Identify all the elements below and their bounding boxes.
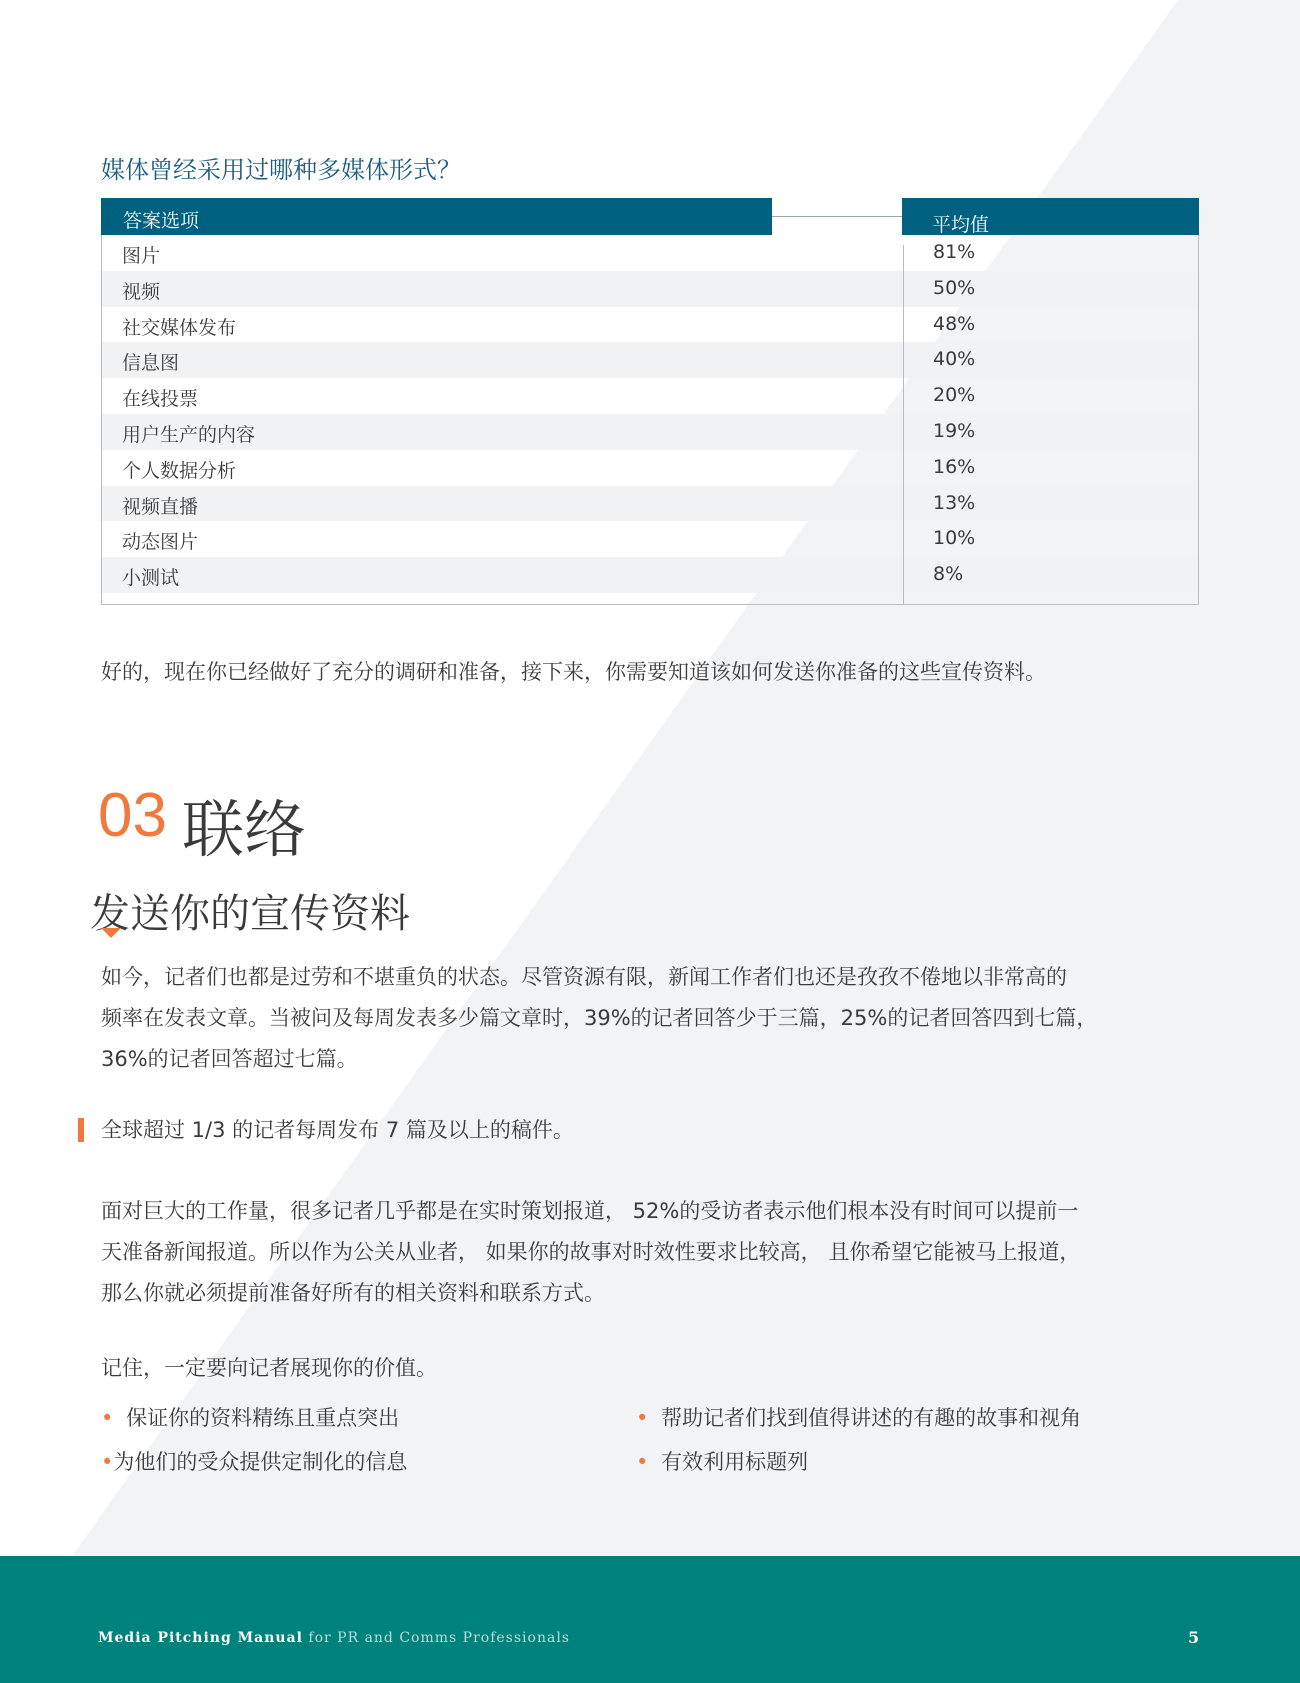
bullet-item — [101, 1402, 399, 1432]
answer-cell: 动态图片 — [122, 531, 199, 554]
answer-cell: 视频直播 — [122, 495, 199, 518]
survey-table — [101, 198, 1199, 605]
table-header-average — [902, 198, 1199, 235]
table-row — [102, 521, 1198, 557]
bullet-item — [101, 1446, 407, 1476]
answer-cell: 在线投票 — [122, 388, 199, 411]
header-answer-label: 答案选项 — [123, 210, 200, 232]
table-row — [102, 414, 1198, 450]
remember-text: 记住，一定要向记者展现你的价值。 — [101, 1356, 437, 1380]
value-cell: 8% — [933, 563, 964, 586]
value-cell: 20% — [933, 384, 976, 407]
answer-cell: 用户生产的内容 — [122, 424, 256, 446]
section-number: 03 — [98, 781, 167, 850]
answer-cell: 小测试 — [122, 567, 180, 590]
bullet-text: 有效利用标题列 — [661, 1450, 809, 1474]
table-row — [102, 342, 1198, 378]
paragraph-workload — [101, 957, 1221, 1080]
intro-paragraph: 好的，现在你已经做好了充分的调研和准备，接下来，你需要知道该如何发送你准备的这些宣传资料。 — [101, 660, 1046, 684]
value-cell: 40% — [933, 348, 976, 371]
value-cell: 10% — [933, 527, 976, 550]
header-average-label: 平均值 — [932, 214, 990, 236]
value-cell: 50% — [933, 276, 976, 299]
paragraph-line: 天准备新闻报道。所以作为公关从业者， 如果你的故事对时效性要求比较高， 且你希望它能被马上报道， — [101, 1240, 1081, 1264]
section-title: 联络 — [182, 793, 307, 866]
answer-cell: 图片 — [122, 245, 161, 267]
value-cell: 81% — [933, 241, 976, 263]
value-cell: 48% — [933, 312, 976, 335]
table-row — [102, 557, 1198, 593]
value-cell: 16% — [933, 455, 976, 478]
bullet-item — [636, 1402, 1081, 1432]
bullet-dot-icon: • — [101, 1406, 114, 1430]
footer-band — [0, 1556, 1300, 1683]
subtitle-caret-icon — [101, 928, 121, 938]
answer-cell: 社交媒体发布 — [122, 316, 237, 339]
table-header-answer — [101, 198, 772, 235]
table-body — [101, 235, 1199, 605]
footer-title-rest: for PR and Comms Professionals — [302, 1630, 570, 1646]
table-row — [102, 271, 1198, 307]
table-row — [102, 486, 1198, 522]
bullet-dot-icon: • — [101, 1450, 114, 1474]
footer-title — [98, 1630, 570, 1646]
bullet-text: 为他们的受众提供定制化的信息 — [113, 1450, 408, 1474]
table-row — [102, 235, 1198, 271]
table-row — [102, 378, 1198, 414]
bullet-text: 帮助记者们找到值得讲述的有趣的故事和视角 — [661, 1406, 1082, 1430]
table-row — [102, 307, 1198, 343]
callout-text: 全球超过 1/3 的记者每周发布 7 篇及以上的稿件。 — [101, 1118, 574, 1142]
paragraph-line: 面对巨大的工作量，很多记者几乎都是在实时策划报道， 52%的受访者表示他们根本没有时间可以提前一 — [101, 1199, 1079, 1223]
page-number: 5 — [1188, 1628, 1200, 1647]
footer-title-bold: Media Pitching Manual — [98, 1630, 303, 1646]
answer-cell: 视频 — [122, 280, 161, 303]
paragraph-realtime — [101, 1191, 1221, 1314]
answer-cell: 个人数据分析 — [122, 459, 237, 482]
column-divider — [903, 245, 904, 605]
bullet-text: 保证你的资料精练且重点突出 — [126, 1406, 400, 1430]
survey-question: 媒体曾经采用过哪种多媒体形式？ — [101, 156, 461, 184]
paragraph-line: 36%的记者回答超过七篇。 — [101, 1047, 358, 1071]
bullet-item — [636, 1446, 808, 1476]
answer-cell: 信息图 — [122, 352, 180, 375]
callout-accent-bar — [78, 1118, 84, 1142]
bullet-dot-icon: • — [636, 1406, 649, 1430]
section-subtitle: 发送你的宣传资料 — [90, 891, 410, 937]
paragraph-line: 如今，记者们也都是过劳和不堪重负的状态。尽管资源有限，新闻工作者们也还是孜孜不倦地以非常高的 — [101, 965, 1067, 989]
value-cell: 19% — [933, 420, 976, 442]
table-row — [102, 450, 1198, 486]
paragraph-line: 频率在发表文章。当被问及每周发表多少篇文章时，39%的记者回答少于三篇，25%的记者回答四到七篇， — [101, 1006, 1098, 1030]
bullet-dot-icon: • — [636, 1450, 649, 1474]
paragraph-line: 那么你就必须提前准备好所有的相关资料和联系方式。 — [101, 1281, 605, 1305]
value-cell: 13% — [933, 491, 976, 514]
header-connector-line — [772, 216, 902, 217]
